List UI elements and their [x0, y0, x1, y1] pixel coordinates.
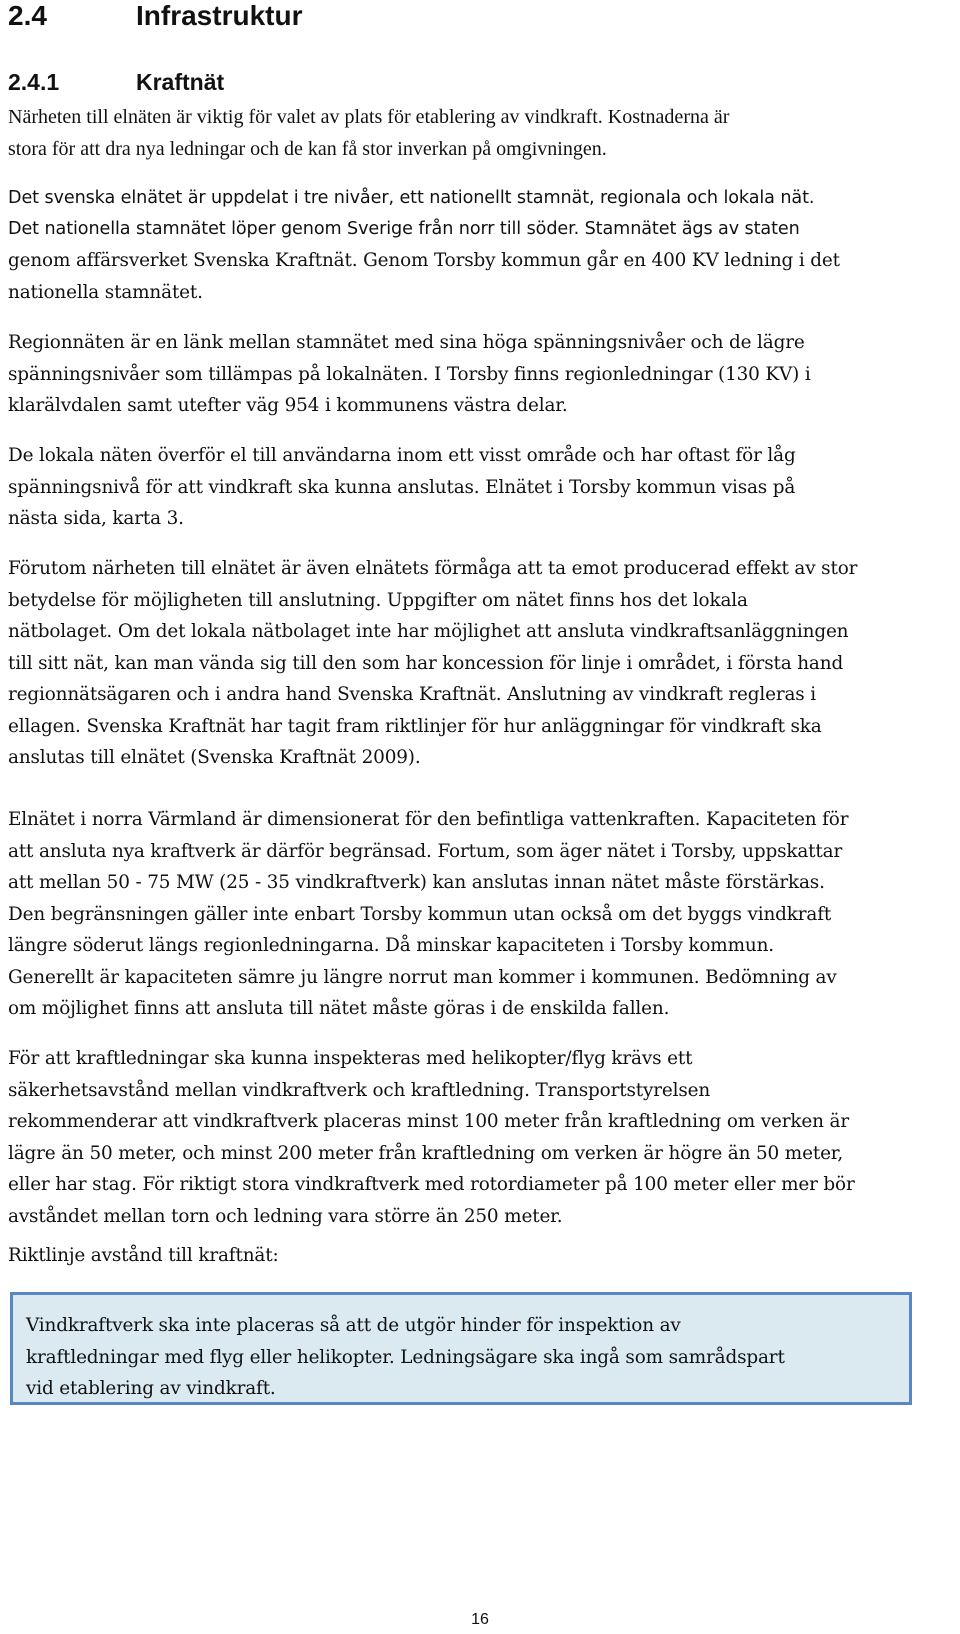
- text-line: Den begränsningen gäller inte enbart Torsby kommun utan också om det byggs vindkraft: [8, 903, 832, 925]
- text-line: att mellan 50 - 75 MW (25 - 35 vindkraftverk) kan anslutas innan nätet måste förstärkas.: [8, 872, 825, 893]
- text-line: kraftledningar med flyg eller helikopter. Ledningsägare ska ingå som samrådspart: [26, 1346, 785, 1368]
- text-line: Förutom närheten till elnätet är även elnätets förmåga att ta emot producerad effekt av stor: [8, 558, 858, 579]
- text-line: ellagen. Svenska Kraftnät har tagit fram riktlinjer för hur anläggningar för vindkraft ska: [8, 715, 822, 737]
- text-line: nästa sida, karta 3.: [8, 508, 184, 529]
- paragraph-stamnat: [8, 214, 958, 246]
- paragraph-regionnat: [8, 327, 958, 422]
- text-line: betydelse för möjligheten till anslutning. Uppgifter om nätet finns hos det lokala: [8, 589, 748, 611]
- text-line: rekommenderar att vindkraftverk placeras minst 100 meter från kraftledning om verken är: [8, 1111, 849, 1132]
- paragraph-stamnat-cont: [8, 245, 958, 308]
- text-line: Riktlinje avstånd till kraftnät:: [8, 1245, 279, 1266]
- text-line: lägre än 50 meter, och minst 200 meter från kraftledning om verken är högre än 50 meter,: [8, 1142, 844, 1164]
- page-number: 16: [471, 1611, 489, 1628]
- text-line: stora för att dra nya ledningar och de kan få stor inverkan på omgivningen.: [8, 137, 607, 160]
- guideline-callout-text: [26, 1310, 785, 1405]
- subsection-heading: [8, 69, 224, 96]
- text-line: Närheten till elnäten är viktig för valet av plats för etablering av vindkraft. Kostnaderna är: [8, 106, 730, 128]
- text-line: om möjlighet finns att ansluta till nätet måste göras i de enskilda fallen.: [8, 998, 670, 1019]
- text-line: att ansluta nya kraftverk är därför begränsad. Fortum, som äger nätet i Torsby, uppskattar: [8, 840, 843, 862]
- text-line: Det nationella stamnätet löper genom Sverige från norr till söder. Stamnätet ägs av staten: [8, 219, 800, 239]
- subsection-title: Kraftnät: [136, 69, 225, 95]
- paragraph-sakerhetsavstand: [8, 1043, 958, 1232]
- text-line: Elnätet i norra Värmland är dimensionerat för den befintliga vattenkraften. Kapaciteten för: [8, 809, 849, 830]
- text-line: regionnätsägaren och i andra hand Svenska Kraftnät. Anslutning av vindkraft regleras i: [8, 684, 817, 705]
- section-number: 2.4: [8, 0, 47, 31]
- paragraph-kapacitet: [8, 804, 958, 1025]
- text-line: anslutas till elnätet (Svenska Kraftnät 2009).: [8, 747, 421, 768]
- text-line: nätbolaget. Om det lokala nätbolaget inte har möjlighet att ansluta vindkraftsanläggningen: [8, 621, 849, 642]
- text-line: spänningsnivå för att vindkraft ska kunna anslutas. Elnätet i Torsby kommun visas på: [8, 476, 796, 498]
- paragraph-anslutning: [8, 553, 958, 774]
- text-line: Generellt är kapaciteten sämre ju längre norrut man kommer i kommunen. Bedömning av: [8, 966, 837, 988]
- guideline-callout-box: [10, 1292, 912, 1405]
- text-line: nationella stamnätet.: [8, 281, 203, 303]
- text-line: Vindkraftverk ska inte placeras så att de utgör hinder för inspektion av: [26, 1315, 681, 1336]
- paragraph-intro: [8, 102, 958, 165]
- text-line: Regionnäten är en länk mellan stamnätet med sina höga spänningsnivåer och de lägre: [8, 332, 805, 353]
- text-line: klarälvdalen samt utefter väg 954 i kommunens västra delar.: [8, 395, 568, 416]
- paragraph-lokala-nat: [8, 440, 958, 535]
- text-line: spänningsnivåer som tillämpas på lokalnäten. I Torsby finns regionledningar (130 KV) i: [8, 363, 811, 385]
- text-line: genom affärsverket Svenska Kraftnät. Genom Torsby kommun går en 400 KV ledning i det: [8, 250, 840, 271]
- section-title: Infrastruktur: [136, 0, 303, 31]
- subsection-number: 2.4.1: [8, 69, 60, 95]
- text-line: säkerhetsavstånd mellan vindkraftverk och kraftledning. Transportstyrelsen: [8, 1079, 711, 1101]
- text-line: vid etablering av vindkraft.: [26, 1378, 276, 1399]
- text-line: För att kraftledningar ska kunna inspekteras med helikopter/flyg krävs ett: [8, 1048, 693, 1069]
- text-line: avståndet mellan torn och ledning vara större än 250 meter.: [8, 1205, 563, 1227]
- text-line: till sitt nät, kan man vända sig till den som har koncession för linje i området, i första hand: [8, 652, 844, 674]
- section-heading: [8, 0, 302, 32]
- paragraph-levels: [8, 183, 958, 215]
- text-line: Det svenska elnätet är uppdelat i tre nivåer, ett nationellt stamnät, regionala och lokala nät.: [8, 188, 815, 208]
- text-line: De lokala näten överför el till användarna inom ett visst område och har oftast för låg: [8, 445, 796, 466]
- text-line: längre söderut längs regionledningarna. Då minskar kapaciteten i Torsby kommun.: [8, 935, 774, 956]
- text-line: eller har stag. För riktigt stora vindkraftverk med rotordiameter på 100 meter eller mer bör: [8, 1174, 855, 1195]
- guideline-heading: [8, 1240, 958, 1272]
